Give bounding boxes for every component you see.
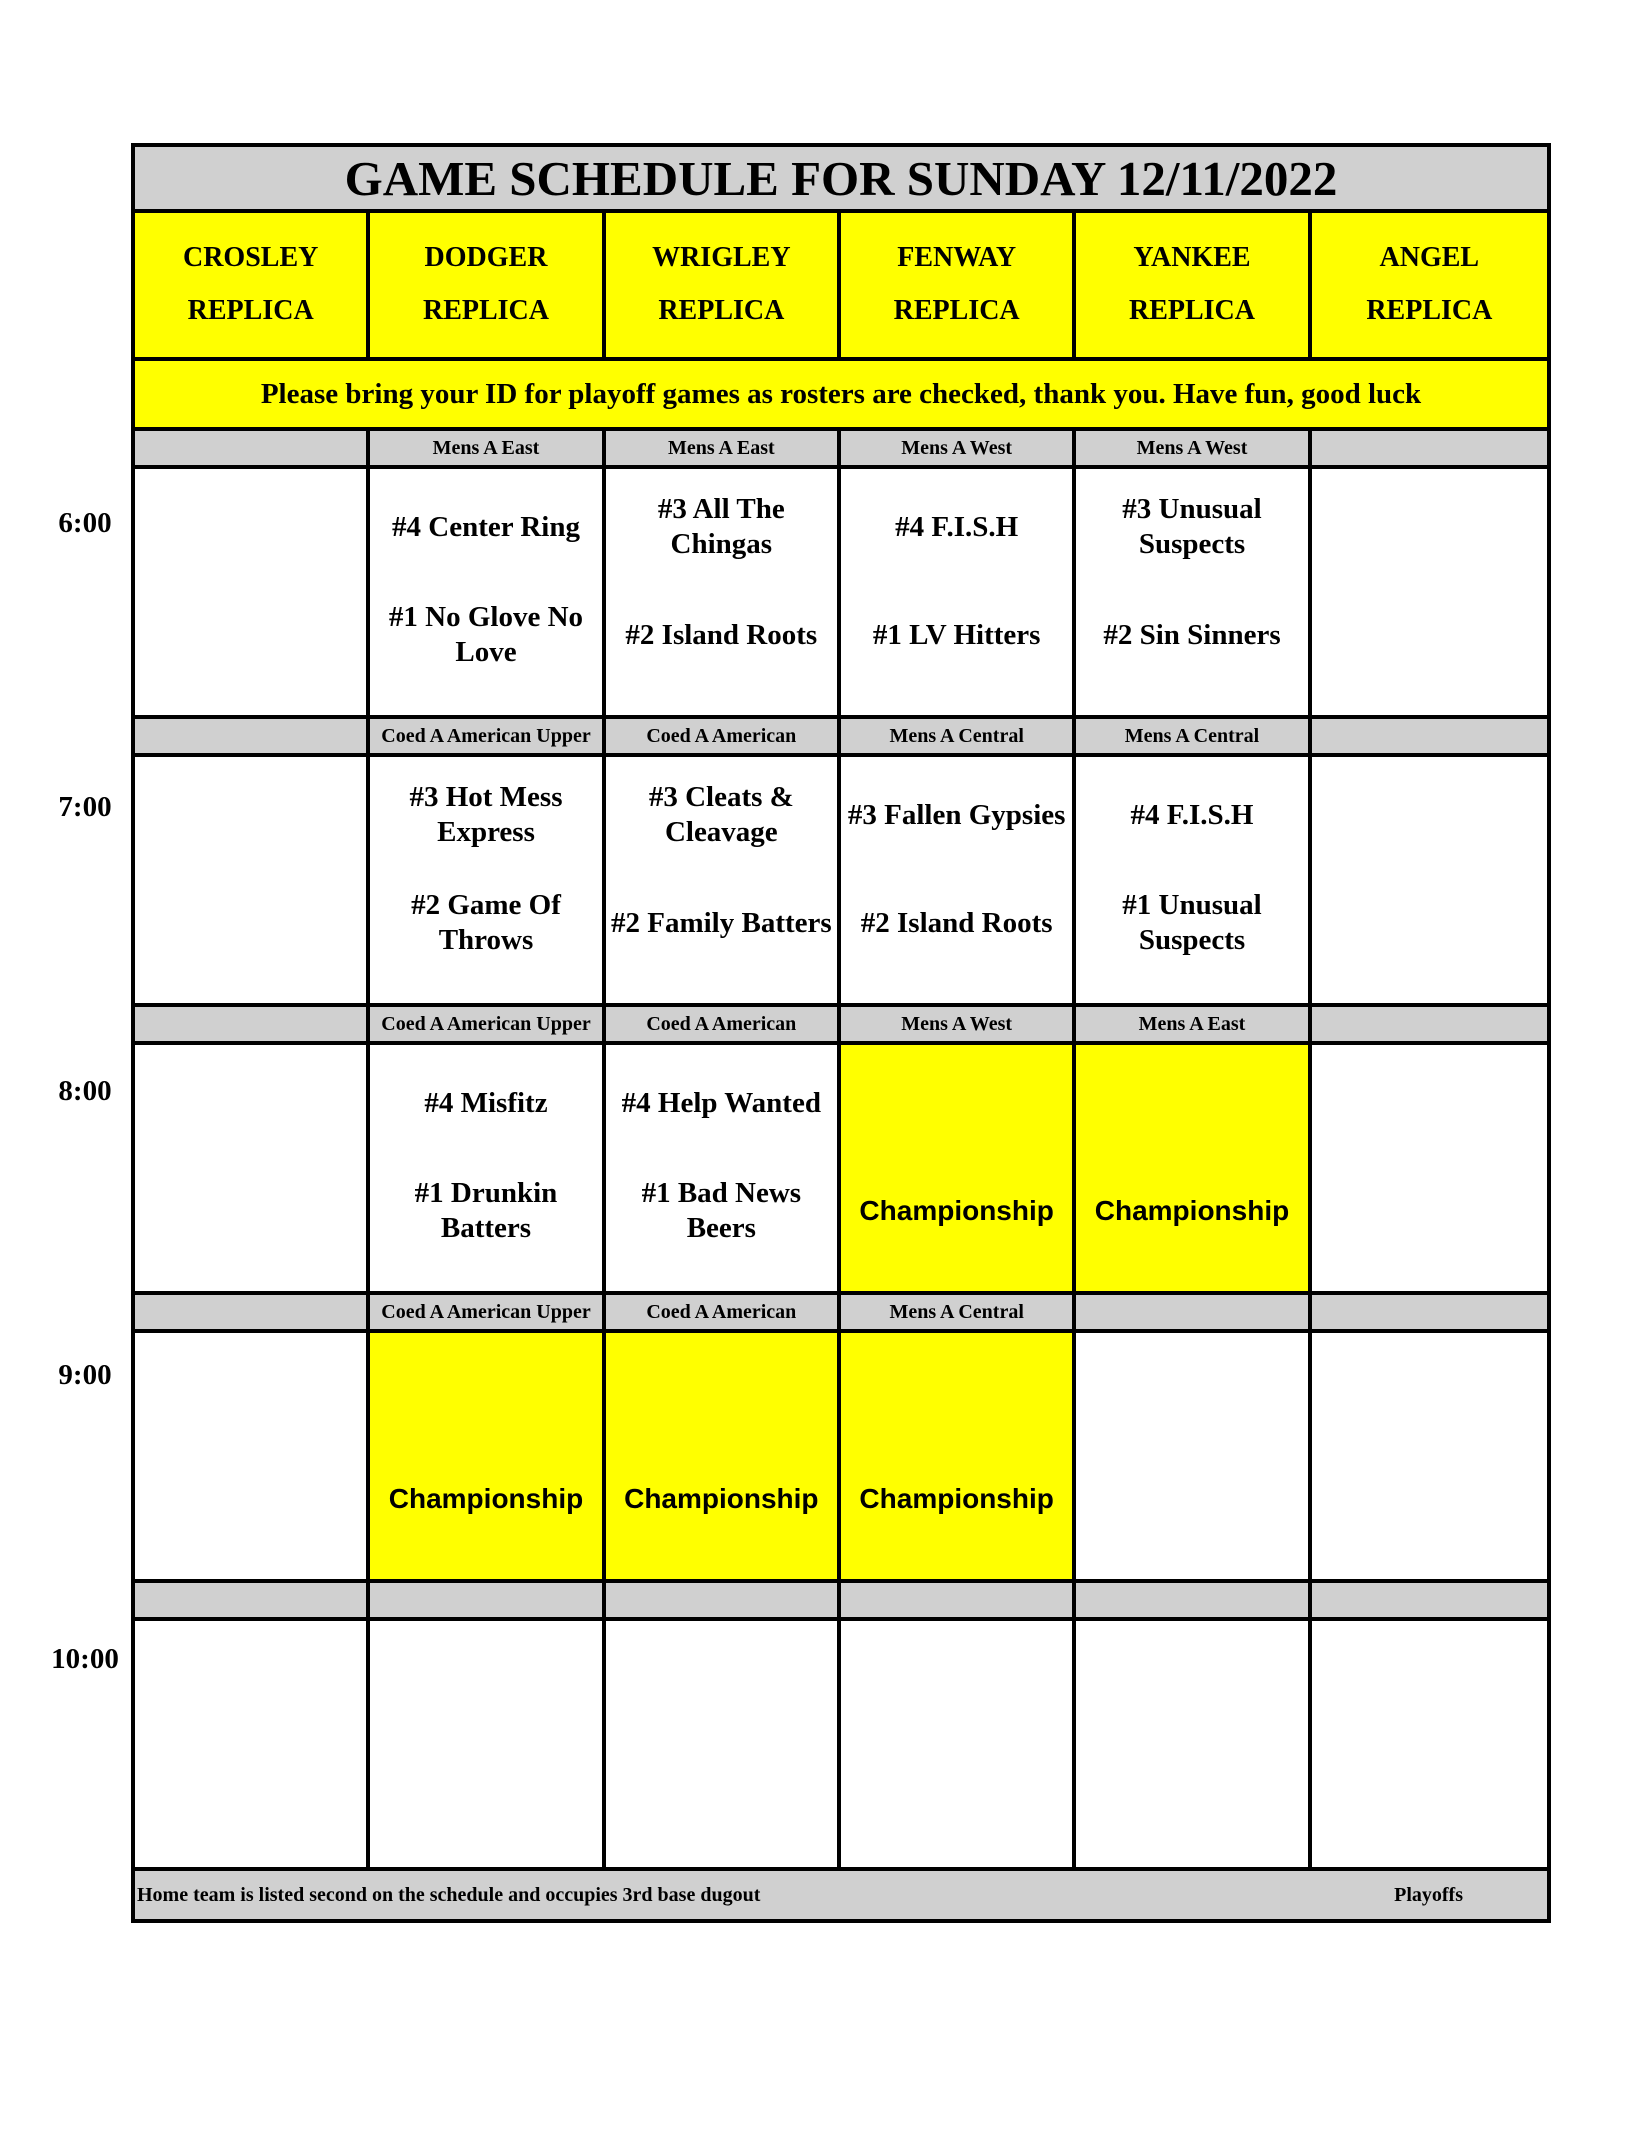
division-label: Mens A East bbox=[370, 431, 605, 465]
field-subtitle: REPLICA bbox=[187, 295, 314, 326]
division-label bbox=[135, 719, 370, 753]
division-label: Mens A Central bbox=[841, 1295, 1076, 1329]
footer-label: Playoffs bbox=[1394, 1883, 1463, 1906]
game-cell bbox=[841, 1621, 1076, 1867]
game-cell bbox=[606, 1045, 841, 1291]
division-row bbox=[135, 1583, 1547, 1621]
game-slot-row bbox=[135, 757, 1547, 1007]
field-subtitle: REPLICA bbox=[1128, 295, 1255, 326]
division-label: Coed A American Upper bbox=[370, 719, 605, 753]
time-label: 6:00 bbox=[58, 507, 112, 539]
field-header-fenway bbox=[841, 213, 1076, 357]
home-team: #1 LV Hitters bbox=[872, 618, 1041, 651]
field-header-dodger bbox=[370, 213, 605, 357]
game-cell bbox=[370, 1333, 605, 1579]
game-cell bbox=[841, 1045, 1076, 1291]
footer bbox=[135, 1871, 1547, 1919]
game-cell bbox=[606, 1621, 841, 1867]
visiting-team: #3 Fallen Gypsies bbox=[847, 798, 1066, 831]
division-label bbox=[1076, 1583, 1311, 1617]
division-label bbox=[370, 1583, 605, 1617]
visiting-team: #4 F.I.S.H bbox=[895, 510, 1019, 543]
home-team: #2 Island Roots bbox=[625, 618, 818, 651]
field-subtitle: REPLICA bbox=[893, 295, 1020, 326]
game-cell bbox=[841, 757, 1076, 1003]
division-label bbox=[135, 1295, 370, 1329]
division-label bbox=[135, 1583, 370, 1617]
game-cell bbox=[135, 469, 370, 715]
game-cell bbox=[135, 1333, 370, 1579]
game-cell bbox=[606, 757, 841, 1003]
game-slot-row bbox=[135, 1045, 1547, 1295]
time-label: 9:00 bbox=[58, 1359, 112, 1391]
game-cell bbox=[1076, 469, 1311, 715]
division-row bbox=[135, 431, 1547, 469]
championship-label: Championship bbox=[624, 1483, 819, 1514]
division-label: Coed A American Upper bbox=[370, 1007, 605, 1041]
footer-note: Home team is listed second on the schedule and occupies 3rd base dugout bbox=[137, 1883, 761, 1906]
game-cell bbox=[1076, 1333, 1311, 1579]
division-label bbox=[135, 431, 370, 465]
field-name: DODGER bbox=[424, 242, 548, 273]
game-cell bbox=[135, 1045, 370, 1291]
field-header-wrigley bbox=[606, 213, 841, 357]
division-label: Mens A West bbox=[841, 431, 1076, 465]
visiting-team: #4 Help Wanted bbox=[621, 1086, 821, 1119]
division-row bbox=[135, 1007, 1547, 1045]
game-cell bbox=[841, 1333, 1076, 1579]
schedule-slots bbox=[135, 431, 1547, 1871]
game-cell bbox=[1312, 469, 1547, 715]
visiting-team: #3 Hot Mess Express bbox=[409, 781, 563, 848]
division-label bbox=[1312, 719, 1547, 753]
home-team: #2 Game Of Throws bbox=[411, 889, 561, 956]
game-cell bbox=[135, 1621, 370, 1867]
notice-banner: Please bring your ID for playoff games as rosters are checked, thank you. Have fun, good luck bbox=[135, 361, 1547, 431]
game-cell bbox=[841, 469, 1076, 715]
division-label bbox=[1312, 1007, 1547, 1041]
division-label: Mens A Central bbox=[841, 719, 1076, 753]
championship-label: Championship bbox=[859, 1195, 1054, 1226]
division-label: Coed A American bbox=[606, 719, 841, 753]
division-label bbox=[1312, 1295, 1547, 1329]
home-team: #1 Drunkin Batters bbox=[414, 1177, 558, 1244]
game-cell bbox=[1076, 1621, 1311, 1867]
game-cell bbox=[1312, 1621, 1547, 1867]
division-label: Coed A American Upper bbox=[370, 1295, 605, 1329]
game-cell bbox=[370, 1621, 605, 1867]
visiting-team: #3 Cleats & Cleavage bbox=[648, 781, 794, 848]
game-slot-row bbox=[135, 1333, 1547, 1583]
home-team: #1 No Glove No Love bbox=[388, 601, 584, 668]
game-cell bbox=[135, 757, 370, 1003]
division-label bbox=[135, 1007, 370, 1041]
game-cell bbox=[370, 1045, 605, 1291]
field-subtitle: REPLICA bbox=[1366, 295, 1493, 326]
game-cell bbox=[1312, 1045, 1547, 1291]
field-header-yankee bbox=[1076, 213, 1311, 357]
schedule-sheet bbox=[131, 143, 1551, 1923]
visiting-team: #3 All The Chingas bbox=[657, 493, 785, 560]
division-label: Mens A West bbox=[841, 1007, 1076, 1041]
field-header-row bbox=[135, 213, 1547, 361]
visiting-team: #4 Center Ring bbox=[392, 510, 580, 543]
field-subtitle: REPLICA bbox=[658, 295, 785, 326]
championship-label: Championship bbox=[859, 1483, 1054, 1514]
home-team: #1 Unusual Suspects bbox=[1122, 889, 1262, 956]
visiting-team: #4 F.I.S.H bbox=[1130, 798, 1254, 831]
division-row bbox=[135, 1295, 1547, 1333]
time-label: 8:00 bbox=[58, 1075, 112, 1107]
time-label: 10:00 bbox=[51, 1643, 119, 1675]
division-label bbox=[841, 1583, 1076, 1617]
division-label: Coed A American bbox=[606, 1295, 841, 1329]
division-label bbox=[1312, 431, 1547, 465]
game-cell bbox=[370, 757, 605, 1003]
game-cell bbox=[370, 469, 605, 715]
championship-label: Championship bbox=[388, 1483, 584, 1514]
visiting-team: #4 Misfitz bbox=[424, 1086, 548, 1119]
field-header-crosley bbox=[135, 213, 370, 357]
time-label: 7:00 bbox=[58, 791, 112, 823]
game-cell bbox=[606, 1333, 841, 1579]
game-cell bbox=[1312, 1333, 1547, 1579]
game-cell bbox=[1076, 1045, 1311, 1291]
page-title: GAME SCHEDULE FOR SUNDAY 12/11/2022 bbox=[135, 147, 1547, 213]
home-team: #2 Family Batters bbox=[610, 906, 832, 939]
division-label: Mens A Central bbox=[1076, 719, 1311, 753]
division-label: Coed A American bbox=[606, 1007, 841, 1041]
division-label: Mens A East bbox=[606, 431, 841, 465]
field-name: ANGEL bbox=[1379, 242, 1480, 273]
field-header-angel bbox=[1312, 213, 1547, 357]
home-team: #1 Bad News Beers bbox=[641, 1177, 802, 1244]
visiting-team: #3 Unusual Suspects bbox=[1122, 493, 1262, 560]
field-name: WRIGLEY bbox=[652, 242, 791, 273]
field-name: YANKEE bbox=[1133, 242, 1251, 273]
division-label bbox=[1312, 1583, 1547, 1617]
division-label: Mens A West bbox=[1076, 431, 1311, 465]
game-cell bbox=[1076, 757, 1311, 1003]
division-label bbox=[1076, 1295, 1311, 1329]
game-slot-row bbox=[135, 1621, 1547, 1871]
division-label bbox=[606, 1583, 841, 1617]
field-subtitle: REPLICA bbox=[422, 295, 549, 326]
division-label: Mens A East bbox=[1076, 1007, 1311, 1041]
game-cell bbox=[1312, 757, 1547, 1003]
game-cell bbox=[606, 469, 841, 715]
home-team: #2 Island Roots bbox=[860, 906, 1053, 939]
field-name: FENWAY bbox=[897, 242, 1017, 273]
field-name: CROSLEY bbox=[182, 242, 319, 273]
division-row bbox=[135, 719, 1547, 757]
championship-label: Championship bbox=[1094, 1195, 1290, 1226]
game-slot-row bbox=[135, 469, 1547, 719]
home-team: #2 Sin Sinners bbox=[1103, 618, 1281, 651]
